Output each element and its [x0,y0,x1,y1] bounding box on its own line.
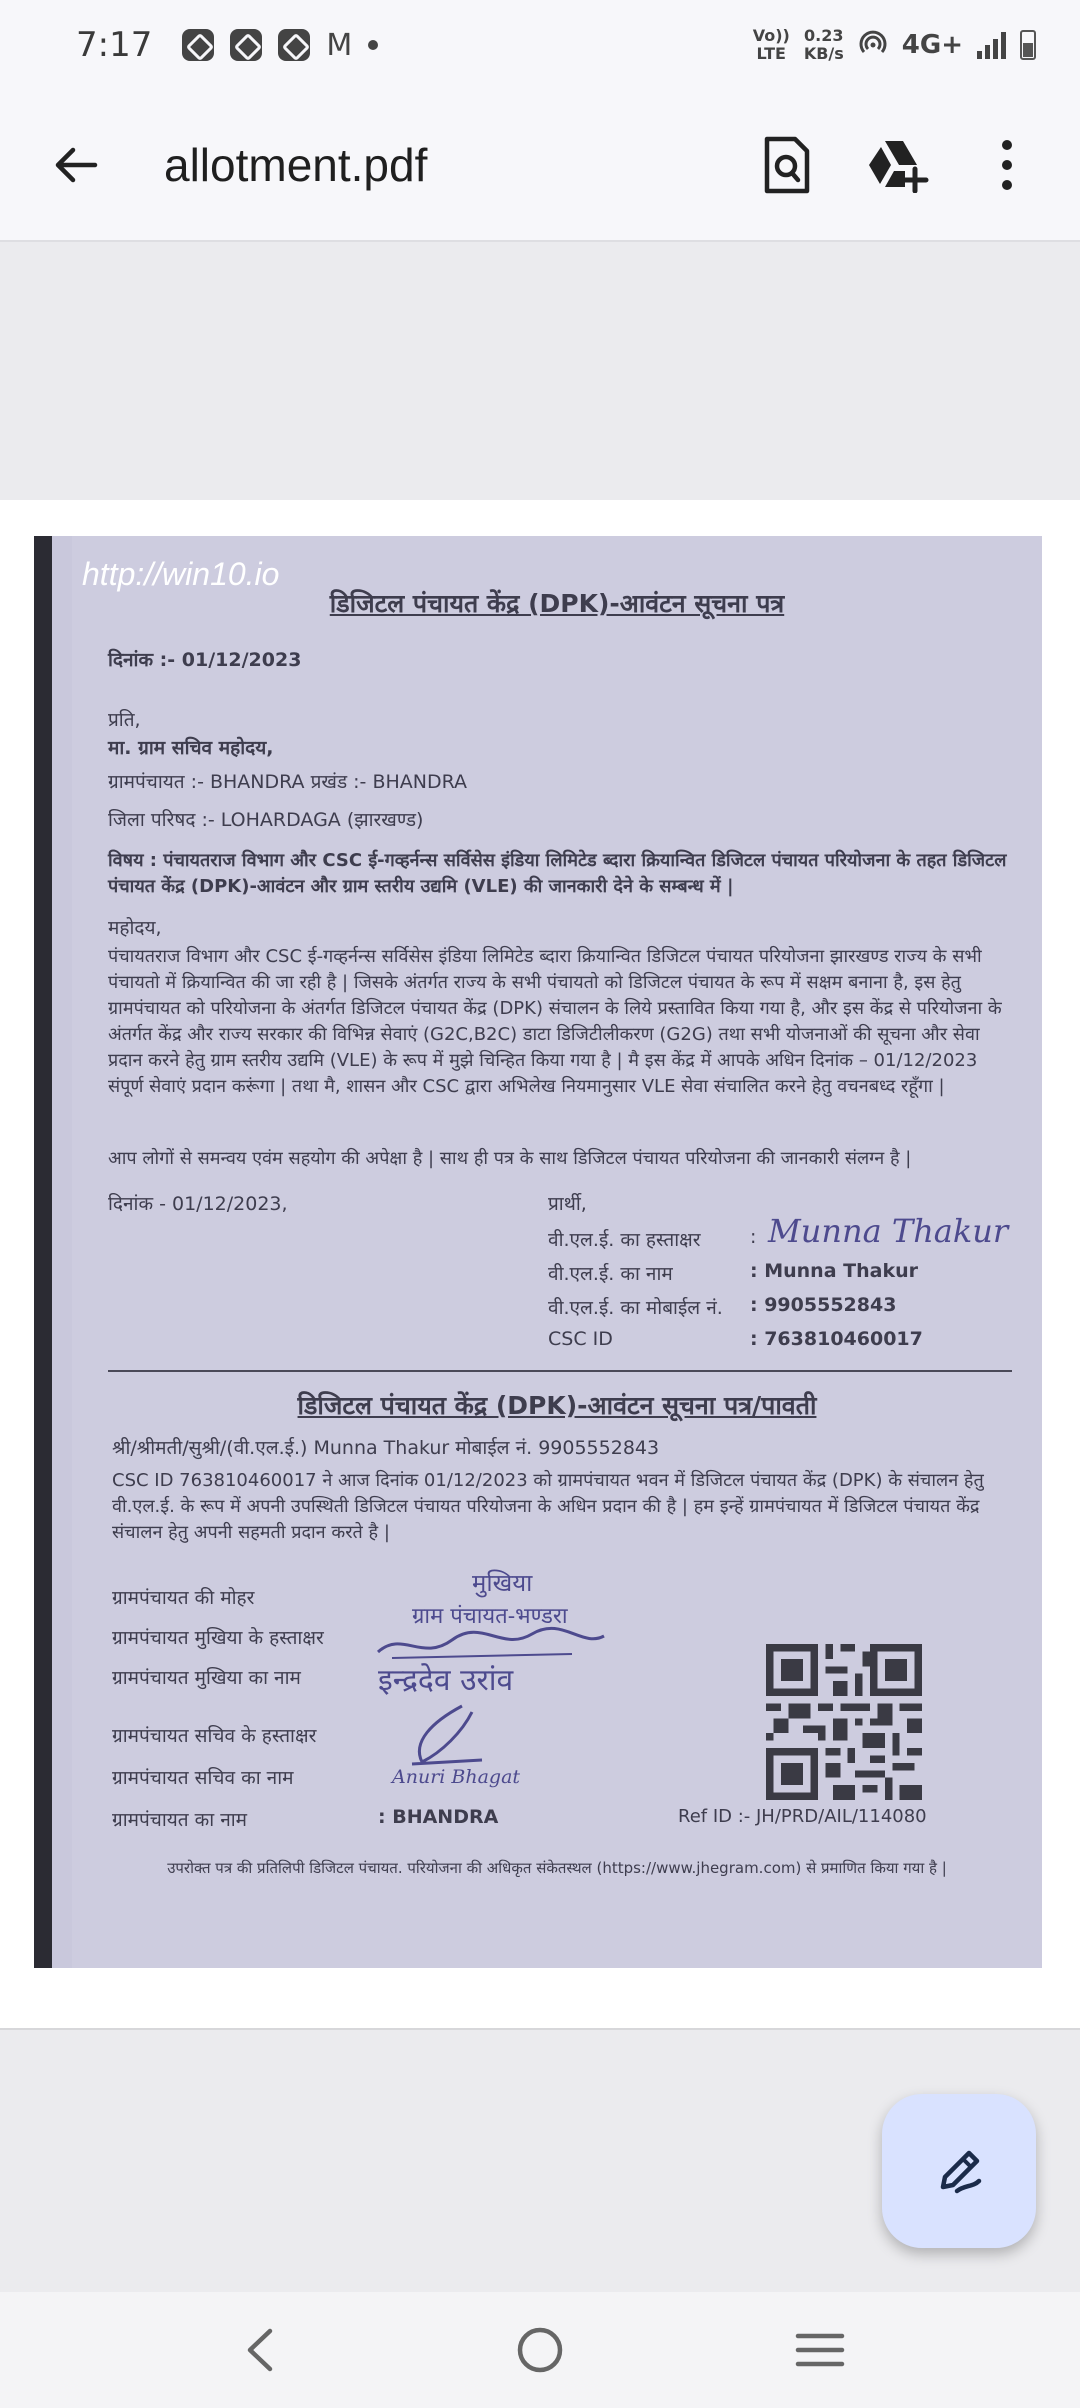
notification-app-icon [182,29,214,61]
receipt-line: श्री/श्रीमती/सुश्री/(वी.एल.ई.) Munna Thakur मोबाईल नं. 9905552843 [112,1437,660,1459]
panchayat-stamp-label: ग्रामपंचायत की मोहर [112,1587,255,1609]
more-notifications-dot-icon [368,40,378,50]
mukhiya-signature-label: ग्रामपंचायत मुखिया के हस्ताक्षर [112,1627,324,1649]
secretary-name-signature: Anuri Bhagat [392,1766,521,1788]
network-speed: 0.23 KB/s [803,26,844,63]
notification-app-icon [230,29,262,61]
mukhiya-name-label: ग्रामपंचायत मुखिया का नाम [112,1667,301,1689]
document-heading: डिजिटल पंचायत केंद्र (DPK)-आवंटन सूचना पत्र [329,589,785,618]
vle-signature: Munna Thakur [768,1212,1009,1250]
csc-id-label: CSC ID [548,1328,613,1350]
vle-signature-colon: : [750,1226,757,1248]
verification-note: उपरोक्त पत्र की प्रतिलिपी डिजिटल पंचायत. परियोजना की अधिकृत संकेतस्थल (https://www.jhegram.com) से प्रमाणित किया गया है | [167,1859,947,1877]
watermark: http://win10.io [82,556,280,592]
back-arrow-icon [51,140,101,190]
status-time: 7:17 [76,25,153,65]
signal-strength-icon [977,31,1006,59]
back-button[interactable] [36,125,116,205]
document-date: दिनांक :- 01/12/2023 [108,649,302,671]
nav-recents-button[interactable] [770,2300,870,2400]
document-title: allotment.pdf [164,139,428,191]
notification-app-icon [278,29,310,61]
app-bar-actions [732,110,1062,220]
panchayat-name-value: : BHANDRA [378,1806,499,1828]
system-navigation-bar [0,2292,1080,2408]
search-document-icon [761,135,813,195]
stamp-text-2: ग्राम पंचायत-भण्डरा [412,1604,568,1629]
nav-back-icon [240,2325,280,2375]
nav-home-button[interactable] [490,2300,590,2400]
vle-name-label: वी.एल.ई. का नाम [548,1263,673,1285]
salutation: महोदय, [108,917,162,939]
secretary-name-label: ग्रामपंचायत सचिव का नाम [112,1767,294,1789]
more-vert-icon [999,139,1015,191]
drive-add-icon [865,137,929,193]
csc-id-value: : 763810460017 [750,1328,923,1350]
reference-id: Ref ID :- JH/PRD/AIL/114080 [678,1806,927,1827]
volte-indicator: Vo)) LTE [752,26,790,63]
scanned-document [34,536,1042,1968]
secretary-signature-scribble [402,1702,492,1772]
qr-code [766,1644,922,1800]
status-bar [0,0,1080,90]
find-in-document-button[interactable] [732,110,842,220]
panchayat-line: ग्रामपंचायत :- BHANDRA प्रखंड :- BHANDRA [108,771,468,793]
section-divider [108,1370,1012,1372]
mukhiya-name-signature: इन्द्रदेव उरांव [378,1663,514,1698]
nav-home-icon [514,2324,566,2376]
hotspot-icon [858,30,888,60]
edit-annotate-button[interactable] [882,2094,1036,2248]
to-line: प्रति, [108,709,141,731]
document-date-2: दिनांक - 01/12/2023, [108,1193,288,1215]
vle-mobile-value: : 9905552843 [750,1294,897,1316]
receipt-heading: डिजिटल पंचायत केंद्र (DPK)-आवंटन सूचना पत्र/पावती [297,1391,817,1420]
more-options-button[interactable] [952,110,1062,220]
nav-back-button[interactable] [210,2300,310,2400]
district-line: जिला परिषद :- LOHARDAGA (झारखण्ड) [108,809,424,831]
secretary-signature-label: ग्रामपंचायत सचिव के हस्ताक्षर [112,1725,317,1747]
edit-pen-icon [929,2141,989,2201]
app-bar [0,90,1080,242]
applicant-label: प्रार्थी, [548,1193,587,1215]
receipt-paragraph: CSC ID 763810460017 ने आज दिनांक 01/12/2023 को ग्रामपंचायत भवन में डिजिटल पंचायत केंद्र (DPK) के संचालन हेतु वी.एल.ई. के रूप में अपनी उपस्थिती डिजिटल पंचायत परियोजना के अधिन प्रदान की है | हम इन्हें ग्रामपंचायत में डिजिटल पंचायत केंद्र संचालन हेतु अपनी सहमती प्रदान करते है | [112,1470,984,1543]
vle-mobile-label: वी.एल.ई. का मोबाईल नं. [548,1297,723,1319]
battery-icon [1020,30,1036,60]
nav-recents-icon [794,2330,846,2370]
gmail-icon: M [326,27,353,63]
panchayat-name-label: ग्रामपंचायत का नाम [112,1809,248,1831]
vle-signature-label: वी.एल.ई. का हस्ताक्षर [548,1229,701,1251]
pdf-page[interactable] [0,500,1080,2030]
subject-paragraph: विषय : पंचायतराज विभाग और CSC ई-गव्हर्नन्स सर्विसेस इंडिया लिमिटेड ब्दारा क्रियान्वित डिजिटल पंचायत परियोजना के तहत डिजिटल पंचायत केंद्र (DPK)-आवंटन और ग्राम स्तरीय उद्यमि (VLE) की जानकारी देने के सम्बन्ध में | [108,850,1007,897]
addressee: मा. ग्राम सचिव महोदय, [108,737,274,759]
document-paper [72,536,1042,1968]
status-indicators [753,27,1036,63]
network-type: 4G+ [901,30,963,60]
request-paragraph: आप लोगों से समन्वय एवंम सहयोग की अपेक्षा है | साथ ही पत्र के साथ डिजिटल पंचायत परियोजना की जानकारी संलग्न है | [108,1148,912,1169]
stamp-text-1: मुखिया [472,1569,533,1597]
body-paragraph: पंचायतराज विभाग और CSC ई-गव्हर्नन्स सर्विसेस इंडिया लिमिटेड ब्दारा क्रियान्वित डिजिटल पंचायत परियोजना झारखण्ड राज्य के सभी पंचायतो में क्रियान्वित की जा रही है | जिसके अंतर्गत राज्य के सभी पंचायतो को डिजिटल पंचायत के रूप में सक्षम बनाना है, इस हेतु ग्रामपंचायत को परियोजना के अंतर्गत डिजिटल पंचायत केंद्र (DPK) संचालन के लिये प्रस्तावित किया गया है, और इस केंद्र से परियोजना के अंतर्गत केंद्र और राज्य सरकार की विभिन्न सेवाएं (G2C,B2C) डाटा डिजिटीलीकरण (G2G) तथा सभी योजनाओं की सूचना और सेवा प्रदान करने हेतु ग्राम स्तरीय उद्यमि (VLE) के रूप में मुझे चिन्हित किया गया है | मै इस केंद्र में आपके अधिन दिनांक – 01/12/2023 संपूर्ण सेवाएं प्रदान करूंगा | तथा मै, शासन और CSC द्वारा अभिलेख नियमानुसार VLE सेवा संचालित करने हेतु वचनबध्द रहूँगा | [108,946,1002,1097]
add-to-drive-button[interactable] [842,110,952,220]
vle-name-value: : Munna Thakur [750,1260,918,1282]
